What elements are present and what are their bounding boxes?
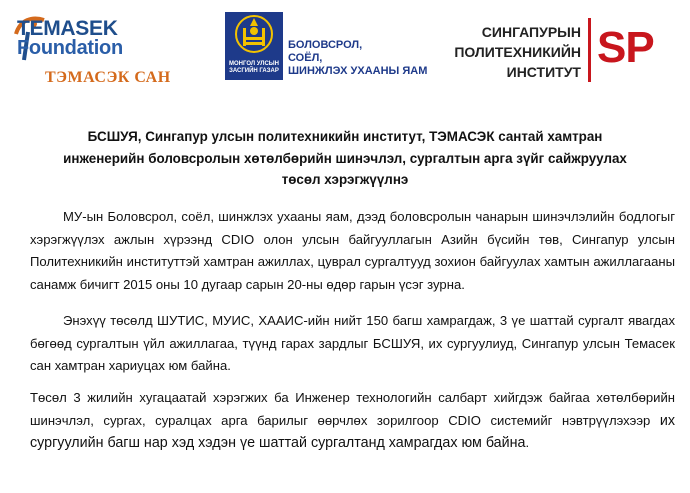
emblem-caption-2: ЗАСГИЙН ГАЗАР xyxy=(229,68,279,74)
ministry-name-line2: СОЁЛ, xyxy=(288,52,323,64)
polytechnic-name xyxy=(434,22,581,82)
article-title xyxy=(30,126,660,191)
paragraph-1: МУ-ын Боловсрол, соёл, шинжлэх ухааны яам, дээд боловсролын чанарын шинэчлэлийн бодлогыг хэрэгжүүлэх ажлын хүрээнд CDIO олон улсын байгууллагын Азийн бүсийн төв, Сингапур улсын Политехникийн институттэй хамтран ажиллах, цуврал сургалтууд зохион байгуулах хамтын ажиллагааны санамж бичигт 2015 оны 10 дугаар сарын 20-ны өдөр гарын үсэг зурна. xyxy=(30,209,675,292)
polytechnic-divider xyxy=(588,18,591,82)
polytechnic-name-line2: ПОЛИТЕХНИКИЙН xyxy=(454,44,581,60)
paragraph-3-part-b: их сургуулийн багш нар хэд хэдэн үе шаттай сургалтанд хамрагдах юм байна xyxy=(30,412,675,452)
title-line-1: БСШУЯ, Сингапур улсын политехникийн институт, ТЭМАСЭК сантай хамтран xyxy=(87,129,603,144)
paragraph-2: Энэхүү төсөлд ШУТИС, МУИС, ХААИС-ийн нийт 150 багш хамрагдаж, 3 үе шаттай сургалт явагдах бөгөөд сургалтын үйл ажиллагаа, түүнд гарах зардлыг БСШУЯ, их сургуулиуд, Сингапур улсын Темасек сан хамтран хариуцах юм байна. xyxy=(30,313,675,374)
title-line-3: төсөл хэрэгжүүлнэ xyxy=(281,172,409,187)
polytechnic-name-line3: ИНСТИТУТ xyxy=(506,64,581,80)
temasek-logo-mongolian: ТЭМАСЭК САН xyxy=(45,69,171,86)
paragraph-3-part-a: Төсөл 3 жилийн хугацаатай хэрэгжих ба Инженер технологийн салбарт хийгдэж байгаа хөтөлбөрийн шинэчлэл, сургах, суралцах арга барилыг өөрчлөх зорилгоор CDIO системийг нэвтрүүлэхээр xyxy=(30,390,675,428)
sp-logo-mark: SP xyxy=(597,23,654,72)
ministry-name-line3: ШИНЖЛЭХ УХААНЫ ЯАМ xyxy=(288,65,428,77)
paragraph-3 xyxy=(30,387,675,455)
emblem-caption-1: МОНГОЛ УЛСЫН xyxy=(229,61,279,67)
singapore-polytechnic-logo xyxy=(434,18,684,86)
ministry-name-line1: БОЛОВСРОЛ, xyxy=(288,39,363,51)
ministry-logo xyxy=(225,12,428,82)
temasek-logo-line1: TEMASEK xyxy=(17,17,118,40)
soyombo-emblem-icon xyxy=(225,12,283,80)
logo-header xyxy=(0,0,690,100)
paragraph-3-part-c: . xyxy=(525,435,530,451)
ministry-name xyxy=(288,39,427,78)
title-line-2: инженерийн боловсролын хөтөлбөрийн шинэчлэл, сургалтын арга зүйг сайжруулах xyxy=(63,150,627,166)
temasek-logo-line2: Foundation xyxy=(17,37,123,59)
temasek-foundation-logo xyxy=(14,14,184,94)
polytechnic-name-line1: СИНГАПУРЫН xyxy=(481,24,581,40)
